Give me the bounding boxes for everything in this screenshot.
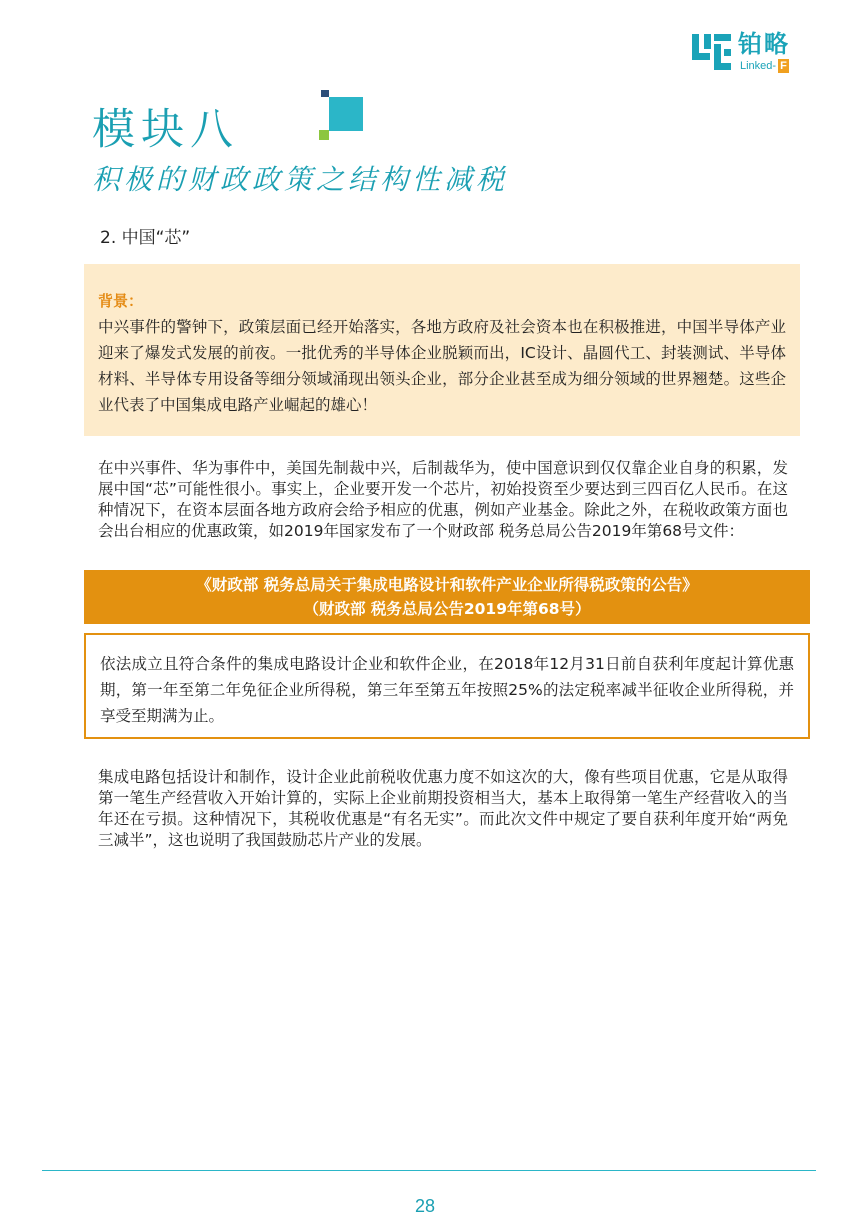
footer-divider bbox=[42, 1170, 816, 1171]
logo-name-en-text: Linked- bbox=[740, 60, 777, 72]
policy-title-line2: （财政部 税务总局公告2019年第68号） bbox=[303, 600, 591, 618]
logo-name-en-box: F bbox=[780, 60, 787, 72]
logo-mark-icon bbox=[692, 32, 732, 72]
policy-title-line1: 《财政部 税务总局关于集成电路设计和软件产业企业所得税政策的公告》 bbox=[196, 576, 698, 594]
body-paragraph-1: 在中兴事件、华为事件中，美国先制裁中兴，后制裁华为，使中国意识到仅仅靠企业自身的积累，发展中国“芯”可能性很小。事实上，企业要开发一个芯片，初始投资至少要达到三四百亿人民币。在这种情况下，在资本层面各地方政府会给予相应的优惠，例如产业基金。除此之外，在税收政策方面也会出台相应的优惠政策，如2019年国家发布了一个财政部 税务总局公告2019年第68号文件： bbox=[98, 459, 788, 540]
policy-title-banner bbox=[84, 570, 810, 624]
page-number: 28 bbox=[414, 1196, 436, 1216]
policy-content-box bbox=[84, 633, 810, 739]
section-heading: 2. 中国“芯” bbox=[100, 228, 191, 248]
background-label: 背景： bbox=[98, 292, 144, 310]
module-title: 模块八 bbox=[92, 105, 239, 155]
brand-logo bbox=[692, 30, 810, 76]
body-paragraph-2: 集成电路包括设计和制作，设计企业此前税收优惠力度不如这次的大，像有些项目优惠，它是从取得第一笔生产经营收入开始计算的，实际上企业前期投资相当大，基本上取得第一笔生产经营收入的当年还在亏损。这种情况下，其税收优惠是“有名无实”。而此次文件中规定了要自获利年度开始“两免三减半”，这也说明了我国鼓励芯片产业的发展。 bbox=[98, 768, 788, 849]
background-callout bbox=[84, 264, 800, 436]
decorative-square-green bbox=[319, 130, 329, 140]
module-subtitle: 积极的财政政策之结构性减税 bbox=[92, 163, 509, 196]
policy-text: 依法成立且符合条件的集成电路设计企业和软件企业，在2018年12月31日前自获利年度起计算优惠期，第一年至第二年免征企业所得税，第三年至第五年按照25%的法定税率减半征收企业所得税，并享受至期满为止。 bbox=[100, 655, 794, 725]
logo-name-cn: 铂略 bbox=[738, 30, 790, 58]
decorative-square-teal bbox=[329, 97, 363, 131]
background-text: 中兴事件的警钟下，政策层面已经开始落实，各地方政府及社会资本也在积极推进，中国半导体产业迎来了爆发式发展的前夜。一批优秀的半导体企业脱颖而出，IC设计、晶圆代工、封装测试、半导体材料、半导体专用设备等细分领域涌现出领头企业，部分企业甚至成为细分领域的世界翘楚。这些企业代表了中国集成电路产业崛起的雄心！ bbox=[98, 318, 786, 414]
logo-name-en bbox=[740, 59, 789, 73]
decorative-square-navy bbox=[321, 90, 329, 97]
